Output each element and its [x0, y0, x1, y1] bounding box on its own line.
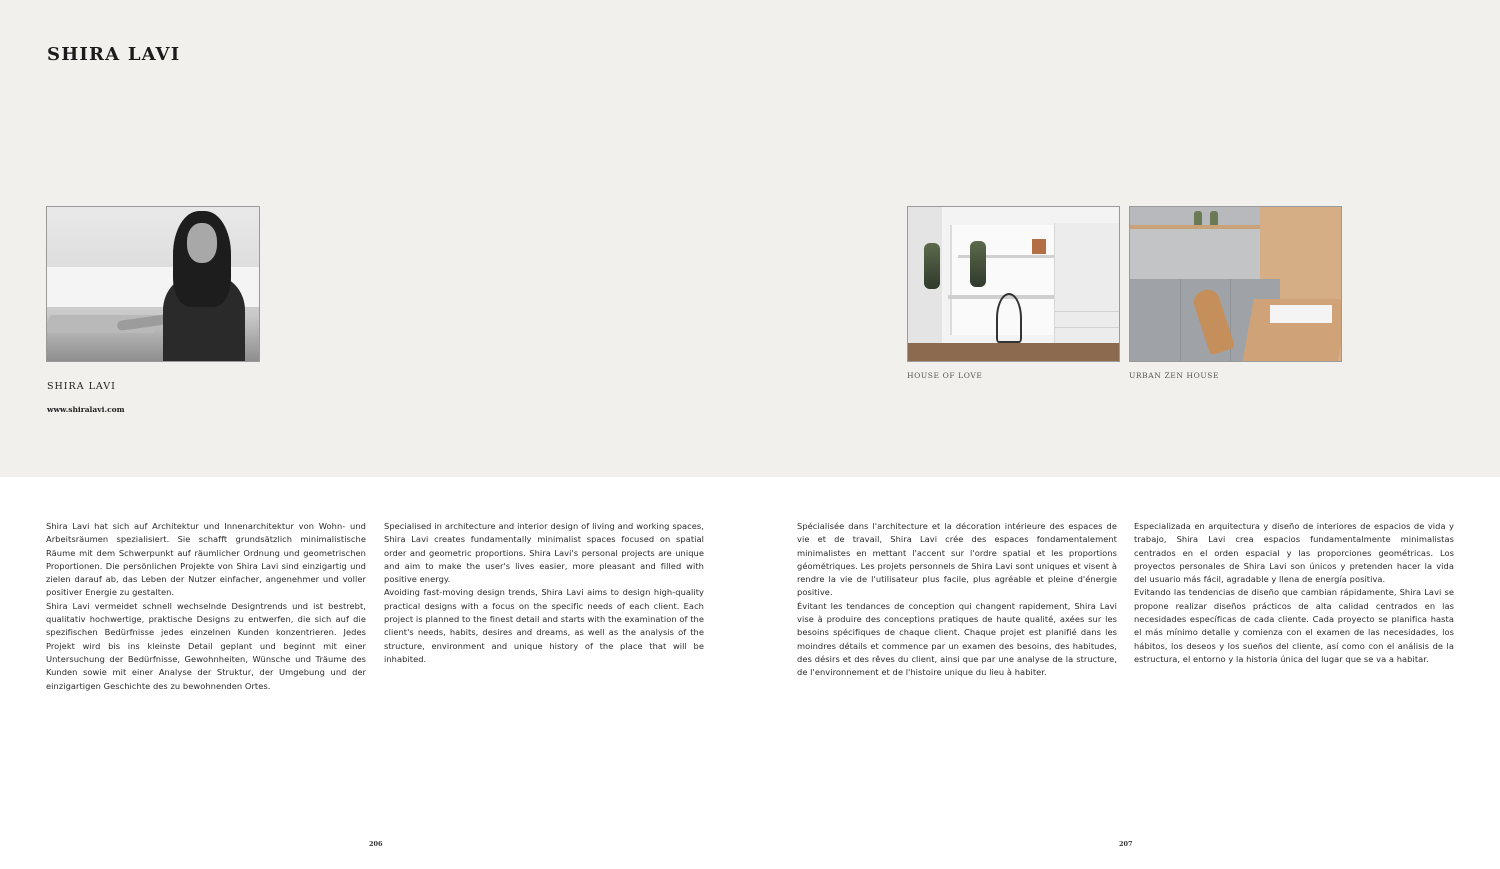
- designer-website-link[interactable]: www.shiralavi.com: [47, 405, 125, 414]
- paragraph: Avoiding fast-moving design trends, Shira Lavi aims to design high-quality practical designs with a focus on the specific needs of each client. Each project is planned to the finest detail and starts with the examination of the client's needs, habits, desires and dreams, as well as the analysis of the structure, environment and unique history of the place that will be inhabited.: [384, 587, 704, 664]
- text-column-french: [797, 520, 1117, 680]
- house-of-love-photo: [907, 206, 1120, 362]
- urban-zen-house-photo: [1129, 206, 1342, 362]
- text-column-english: [384, 520, 704, 666]
- paragraph: Shira Lavi vermeidet schnell wechselnde Designtrends und ist bestrebt, qualitativ hochwertige, praktische Designs zu entwerfen, die sich auf die spezifischen Bedürfnisse jedes einzelnen Kunden konzentrieren. Jedes Projekt wird bis ins kleinste Detail geplant und beginnt mit einer Untersuchung der Bedürfnisse, Gewohnheiten, Wünsche und Träume des Kunden sowie mit einer Analyse der Struktur, der Umgebung und der einzigartigen Geschichte des zu bewohnenden Ortes.: [46, 600, 366, 691]
- page-number-left: 206: [369, 840, 383, 848]
- project-caption: URBAN ZEN HOUSE: [1129, 371, 1220, 380]
- paragraph: Evitando las tendencias de diseño que cambian rápidamente, Shira Lavi se propone realizar diseños prácticos de alta calidad centrados en las necesidades específicas de cada cliente. Cada proyecto se planifica hasta el más mínimo detalle y comienza con el examen de las necesidades, los hábitos, los deseos y los sueños del cliente, así como con el análisis de la estructura, el entorno y la historia única del lugar que se va a habitar.: [1134, 587, 1454, 664]
- paragraph: Shira Lavi hat sich auf Architektur und Innenarchitektur von Wohn- und Arbeitsräumen spezialisiert. Sie schafft grundsätzlich minimalistische Räume mit dem Schwerpunkt auf räumlicher Ordnung und geometrischen Proportionen. Die persönlichen Projekte von Shira Lavi sind einzigartig und zielen darauf ab, das Leben der Nutzer einfacher, angenehmer und voller positiver Energie zu gestalten.: [46, 521, 366, 598]
- project-caption: HOUSE OF LOVE: [907, 371, 983, 380]
- paragraph: Spécialisée dans l'architecture et la décoration intérieure des espaces de vie et de travail, Shira Lavi crée des espaces fondamentalement minimalistes en mettant l'accent sur l'ordre spatial et les proportions géométriques. Les projets personnels de Shira Lavi sont uniques et visent à rendre la vie de l'utilisateur plus facile, plus agréable et pleine d'énergie positive.: [797, 521, 1117, 598]
- paragraph: Especializada en arquitectura y diseño de interiores de espacios de vida y trabajo, Shira Lavi crea espacios fundamentalmente minimalistas centrados en el orden espacial y las proporciones geométricas. Los proyectos personales de Shira Lavi son únicos y pretenden hacer la vida del usuario más fácil, agradable y llena de energía positiva.: [1134, 521, 1454, 585]
- text-column-german: [46, 520, 366, 693]
- designer-portrait-photo: [46, 206, 260, 362]
- page-title: SHIRA LAVI: [47, 44, 181, 65]
- paragraph: Évitant les tendances de conception qui changent rapidement, Shira Lavi vise à produire des conceptions pratiques de haute qualité, axées sur les besoins spécifiques de chaque client. Chaque projet est planifié dans les moindres détails et commence par un examen des besoins, des habitudes, des désirs et des rêves du client, ainsi que par une analyse de la structure, de l'environnement et de l'histoire unique du lieu à habiter.: [797, 600, 1117, 678]
- designer-name: SHIRA LAVI: [47, 381, 116, 392]
- text-column-spanish: [1134, 520, 1454, 666]
- paragraph: Specialised in architecture and interior design of living and working spaces, Shira Lavi creates fundamentally minimalist spaces focused on spatial order and geometric proportions. Shira Lavi's personal projects are unique and aim to make the user's lives easier, more pleasant and filled with positive energy.: [384, 521, 704, 585]
- page-number-right: 207: [1119, 840, 1133, 848]
